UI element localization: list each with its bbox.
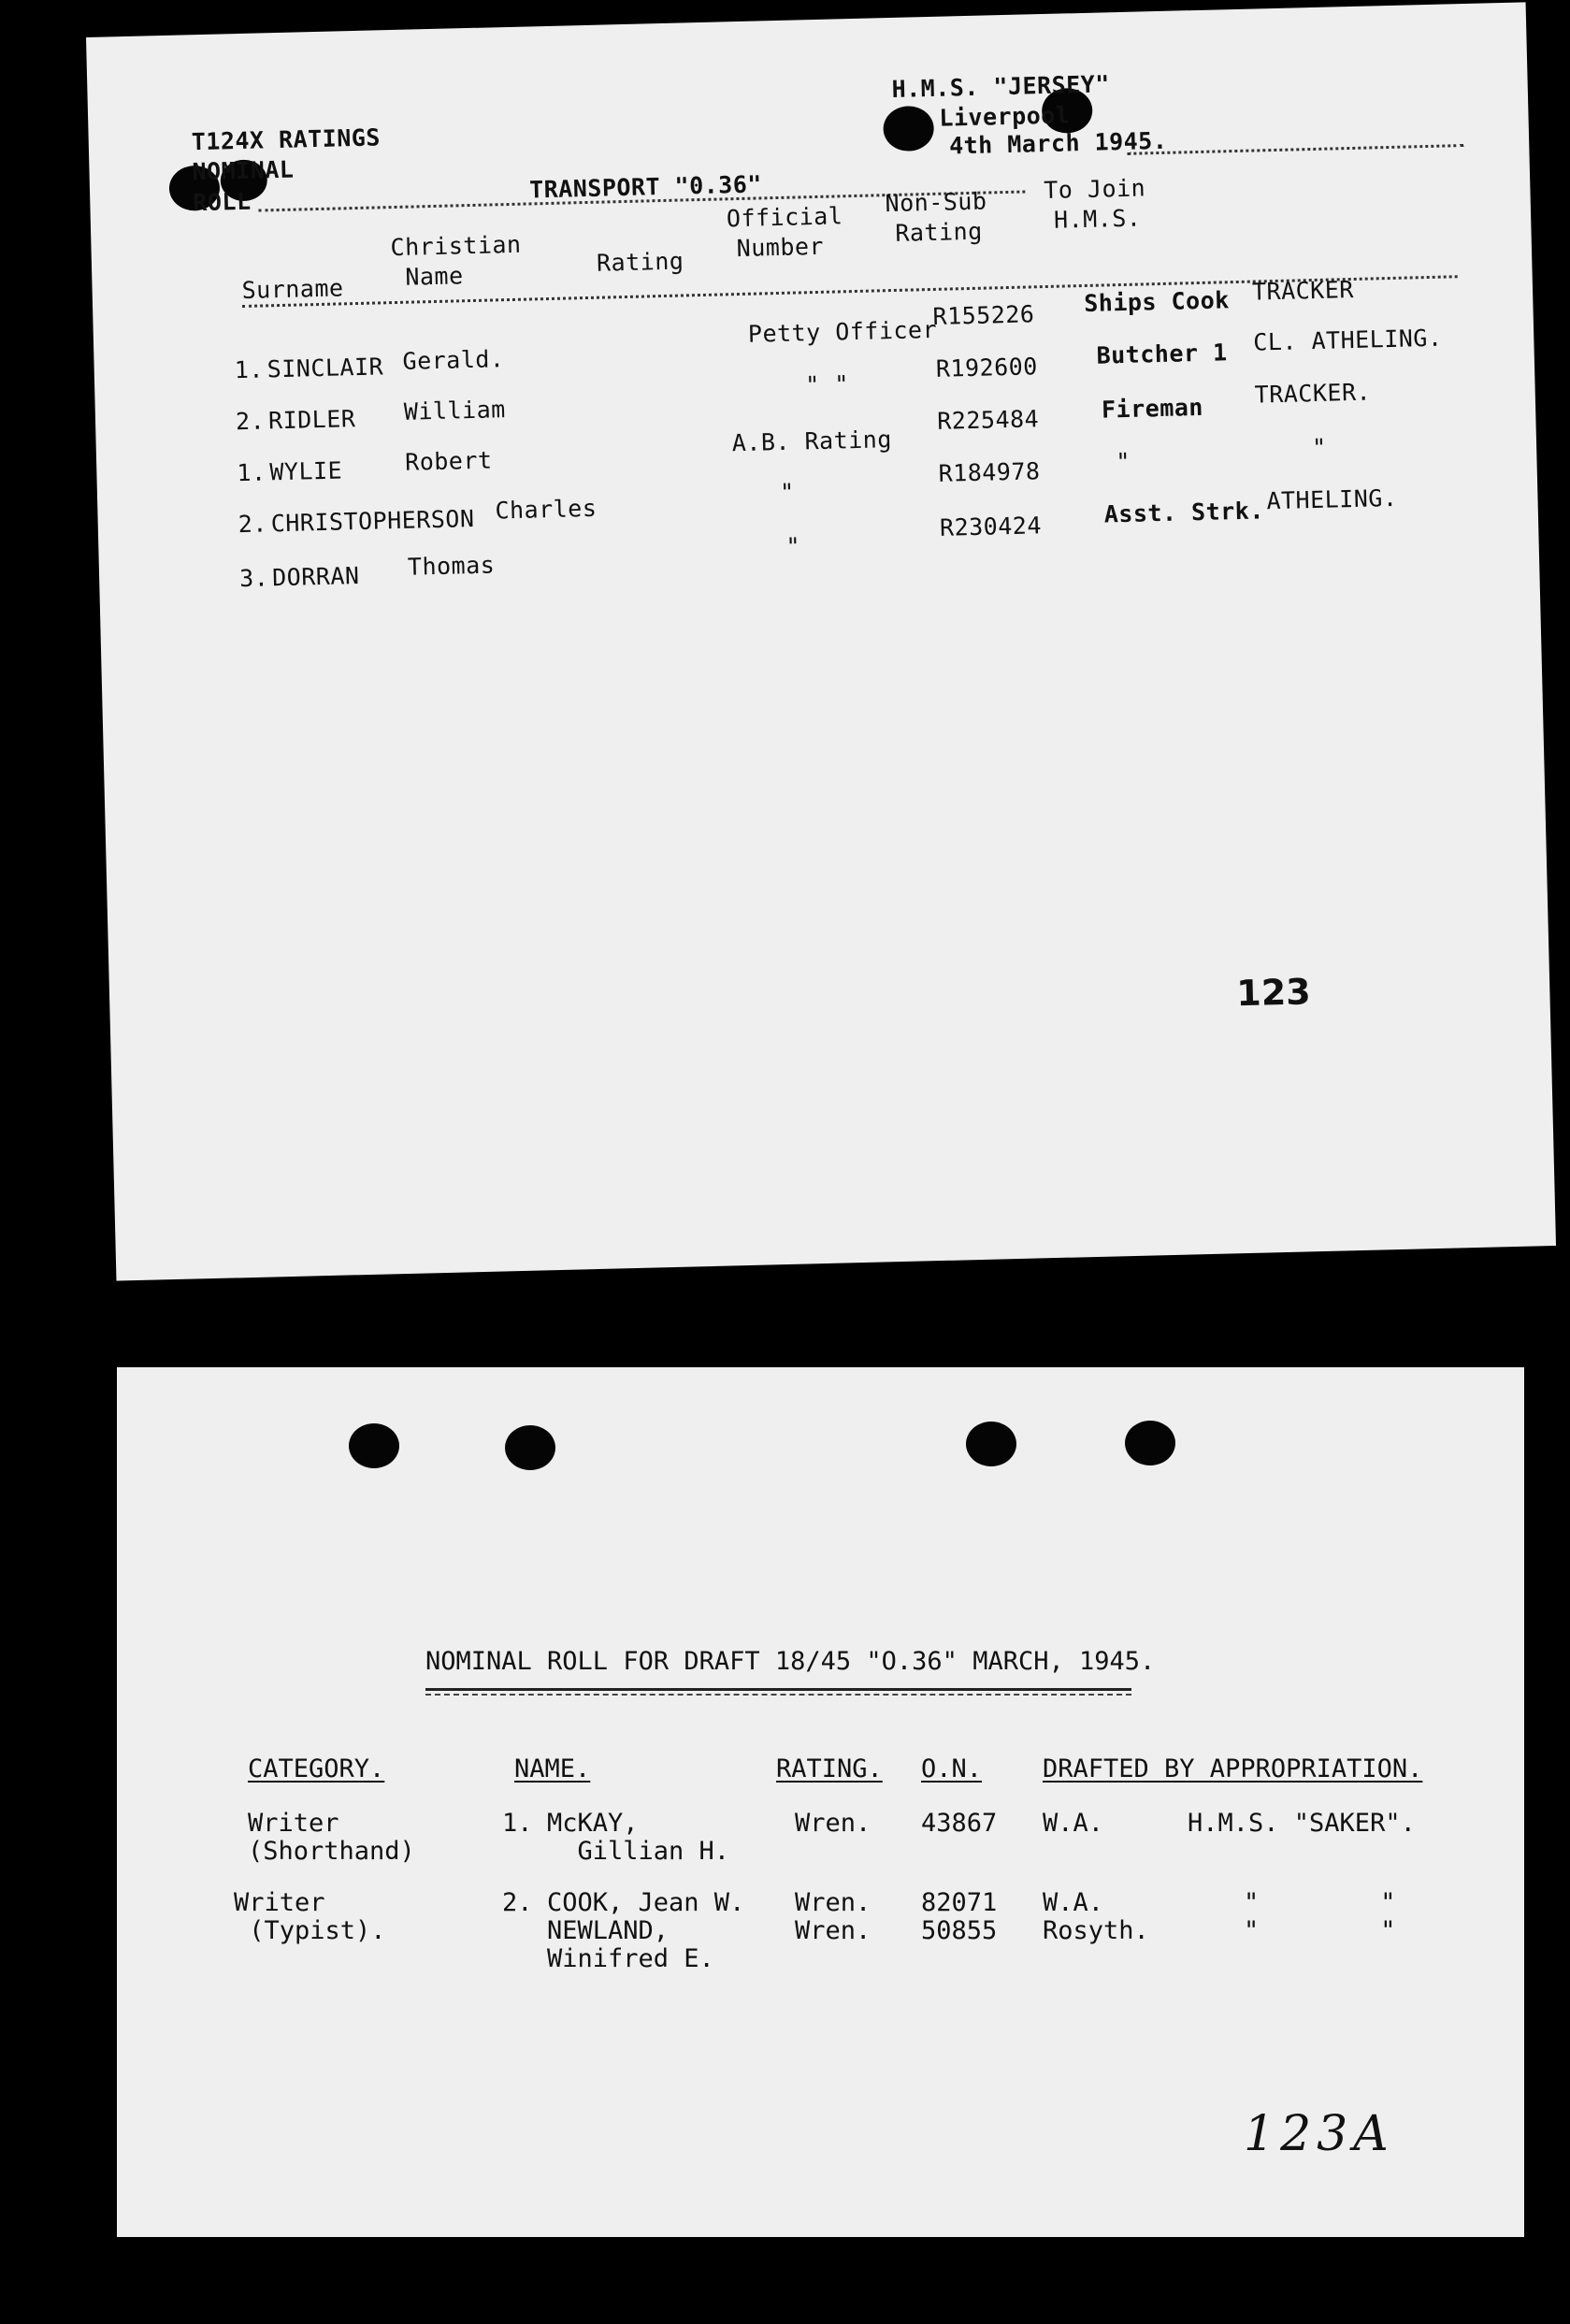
- row-surname: SINCLAIR: [266, 353, 384, 383]
- header-line: ROLL: [192, 187, 252, 217]
- row-join: CL. ATHELING.: [1252, 324, 1443, 356]
- col-official: Official: [726, 202, 843, 233]
- row-rating: Wren. Wren.: [795, 1888, 871, 1945]
- row-christian: Robert: [404, 446, 493, 476]
- col-tojoin: To Join: [1043, 174, 1146, 205]
- row-join: TRACKER.: [1254, 378, 1372, 409]
- col-tojoin: H.M.S.: [1053, 204, 1142, 234]
- col-christian: Christian: [390, 230, 522, 262]
- row-by: W.A.: [1043, 1809, 1104, 1838]
- row-surname: RIDLER: [267, 405, 356, 435]
- row-christian: Gerald.: [402, 345, 505, 375]
- row-ship: " " " ": [1244, 1888, 1396, 1945]
- row-christian: William: [403, 396, 507, 426]
- place: Liverpool: [939, 101, 1071, 132]
- row-nonsub: Fireman: [1101, 393, 1204, 424]
- row-join: ": [1311, 433, 1328, 462]
- col-nonsub: Rating: [895, 217, 984, 247]
- punch-hole: [505, 1425, 555, 1470]
- row-name: McKAY, Gillian H.: [547, 1809, 730, 1866]
- row-official: R230424: [939, 512, 1043, 541]
- row-name: COOK, Jean W. NEWLAND, Winifred E.: [547, 1888, 745, 1973]
- col-nonsub: Non-Sub: [885, 187, 987, 218]
- hdr-category: CATEGORY.: [248, 1754, 385, 1783]
- row-official: R192600: [935, 353, 1039, 383]
- hdr-name: NAME.: [514, 1754, 591, 1783]
- dotted-rule: [1127, 144, 1463, 155]
- row-num: 2.: [238, 510, 268, 539]
- title-rule: [425, 1694, 1131, 1696]
- row-rating: ": [779, 478, 796, 507]
- row-official: R184978: [938, 457, 1041, 487]
- row-on: 43867: [921, 1809, 998, 1838]
- row-category: Writer (Shorthand): [248, 1809, 415, 1866]
- row-join: TRACKER: [1251, 275, 1355, 306]
- draft-title: NOMINAL ROLL FOR DRAFT 18/45 "O.36" MARCH, 1945.: [425, 1647, 1156, 1676]
- row-rating: A.B. Rating: [731, 426, 893, 457]
- hdr-drafted: DRAFTED BY APPROPRIATION.: [1043, 1754, 1423, 1783]
- page-number: 123: [1235, 971, 1312, 1015]
- punch-hole: [349, 1423, 399, 1468]
- col-official: Number: [736, 232, 825, 263]
- row-num: 2.: [502, 1888, 533, 1917]
- header-line: T124X RATINGS: [191, 123, 382, 156]
- row-rating: Petty Officer: [747, 315, 938, 348]
- row-rating: ": [785, 532, 801, 560]
- row-rating: Wren.: [795, 1809, 871, 1838]
- col-rating: Rating: [596, 247, 684, 277]
- row-num: 1.: [237, 458, 266, 487]
- row-official: R225484: [936, 405, 1040, 435]
- row-nonsub: Ships Cook: [1083, 286, 1231, 318]
- row-by: W.A. Rosyth.: [1043, 1888, 1149, 1945]
- row-nonsub: ": [1116, 447, 1131, 476]
- row-num: 2.: [235, 407, 266, 436]
- ship-name: H.M.S. "JERSEY": [891, 70, 1111, 103]
- col-christian: Name: [405, 262, 464, 291]
- transport-label: TRANSPORT "0.36": [528, 170, 763, 204]
- row-category: Writer (Typist).: [234, 1888, 386, 1945]
- row-on: 82071 50855: [921, 1888, 998, 1945]
- header-line: NOMINAL: [192, 155, 295, 186]
- row-num: 1.: [234, 355, 265, 384]
- punch-hole: [966, 1422, 1016, 1466]
- row-christian: Thomas: [407, 551, 496, 581]
- row-num: 1.: [502, 1809, 533, 1838]
- row-num: 3.: [238, 564, 269, 593]
- handwritten-page-number: 123A: [1244, 2106, 1394, 2162]
- row-nonsub: Butcher 1: [1096, 339, 1228, 369]
- row-surname: WYLIE: [269, 456, 343, 486]
- row-join: ATHELING.: [1266, 484, 1398, 515]
- row-rating: " ": [804, 370, 850, 399]
- roll-sheet-top: [86, 2, 1556, 1280]
- row-ship: H.M.S. "SAKER".: [1188, 1809, 1416, 1838]
- row-surname: CHRISTOPHERSON: [270, 505, 475, 538]
- row-surname: DORRAN: [271, 562, 360, 592]
- row-nonsub: Asst. Strk.: [1103, 497, 1265, 528]
- hdr-rating: RATING.: [776, 1754, 883, 1783]
- punch-hole: [883, 106, 934, 152]
- punch-hole: [1125, 1421, 1175, 1465]
- row-christian: Charles: [495, 494, 598, 525]
- date: 4th March 1945.: [948, 126, 1168, 160]
- roll-sheet-bottom: [117, 1367, 1524, 2237]
- row-official: R155226: [932, 300, 1035, 330]
- title-rule: [425, 1688, 1131, 1691]
- col-surname: Surname: [241, 274, 344, 305]
- hdr-on: O.N.: [921, 1754, 983, 1783]
